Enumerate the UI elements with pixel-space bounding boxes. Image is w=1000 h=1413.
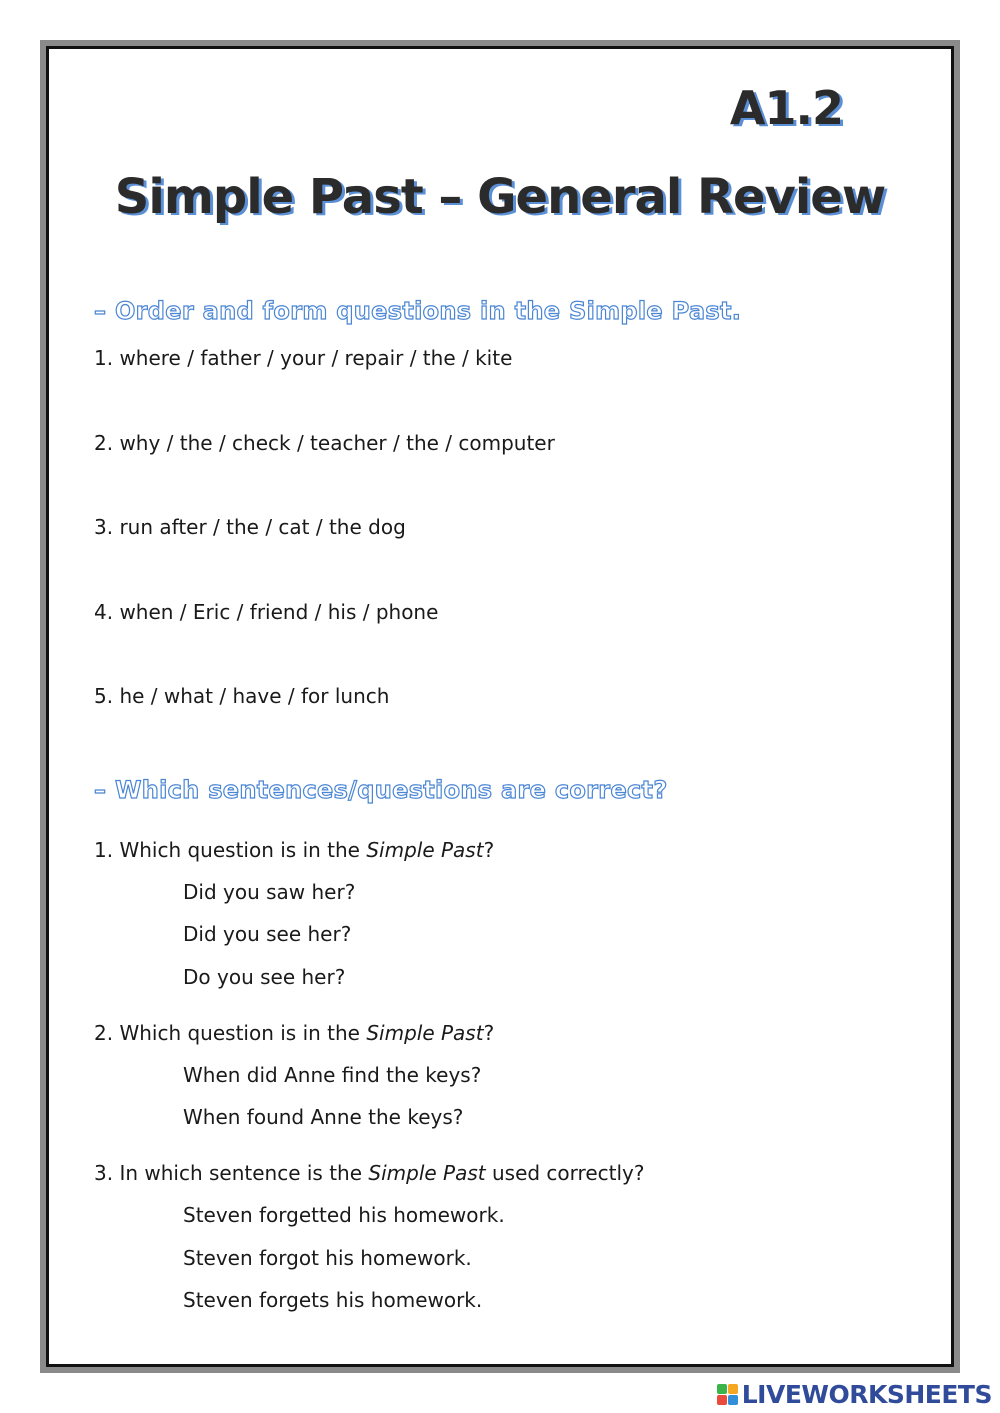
question-1 bbox=[94, 838, 494, 862]
question-text: 1. Which question is in the bbox=[94, 838, 367, 862]
question-text: 2. Which question is in the bbox=[94, 1021, 367, 1045]
question-emphasis: Simple Past bbox=[368, 1161, 486, 1185]
exercise-item: 4. when / Eric / friend / his / phone bbox=[94, 600, 439, 624]
section-heading-correct-sentences: – Which sentences/questions are correct? bbox=[94, 776, 668, 804]
answer-option[interactable]: Steven forgetted his homework. bbox=[183, 1203, 505, 1227]
answer-option[interactable]: Steven forgot his homework. bbox=[183, 1246, 472, 1270]
question-3 bbox=[94, 1161, 644, 1185]
brand-name: LIVEWORKSHEETS bbox=[741, 1379, 992, 1409]
answer-option[interactable]: Did you see her? bbox=[183, 922, 352, 946]
exercise-item: 5. he / what / have / for lunch bbox=[94, 684, 390, 708]
answer-option[interactable]: When did Anne find the keys? bbox=[183, 1063, 482, 1087]
question-emphasis: Simple Past bbox=[366, 838, 484, 862]
level-label: A1.2 bbox=[729, 81, 843, 135]
worksheet-frame bbox=[40, 40, 960, 1373]
exercise-item: 2. why / the / check / teacher / the / computer bbox=[94, 431, 555, 455]
answer-option[interactable]: Steven forgets his homework. bbox=[183, 1288, 483, 1312]
question-emphasis: Simple Past bbox=[366, 1021, 484, 1045]
question-suffix: ? bbox=[483, 1021, 495, 1045]
page-title: Simple Past – General Review bbox=[114, 169, 886, 225]
worksheet-page bbox=[46, 46, 954, 1367]
answer-option[interactable]: When found Anne the keys? bbox=[183, 1105, 464, 1129]
question-suffix: ? bbox=[483, 838, 495, 862]
question-2 bbox=[94, 1021, 494, 1045]
answer-option[interactable]: Do you see her? bbox=[183, 965, 346, 989]
liveworksheets-brand[interactable] bbox=[717, 1379, 992, 1409]
question-suffix: used correctly? bbox=[485, 1161, 645, 1185]
question-text: 3. In which sentence is the bbox=[94, 1161, 369, 1185]
exercise-item: 1. where / father / your / repair / the / kite bbox=[94, 346, 513, 370]
answer-option[interactable]: Did you saw her? bbox=[183, 880, 356, 904]
section-heading-order-questions: – Order and form questions in the Simple Past. bbox=[94, 297, 742, 325]
exercise-item: 3. run after / the / cat / the dog bbox=[94, 515, 406, 539]
liveworksheets-logo-icon bbox=[717, 1384, 738, 1405]
